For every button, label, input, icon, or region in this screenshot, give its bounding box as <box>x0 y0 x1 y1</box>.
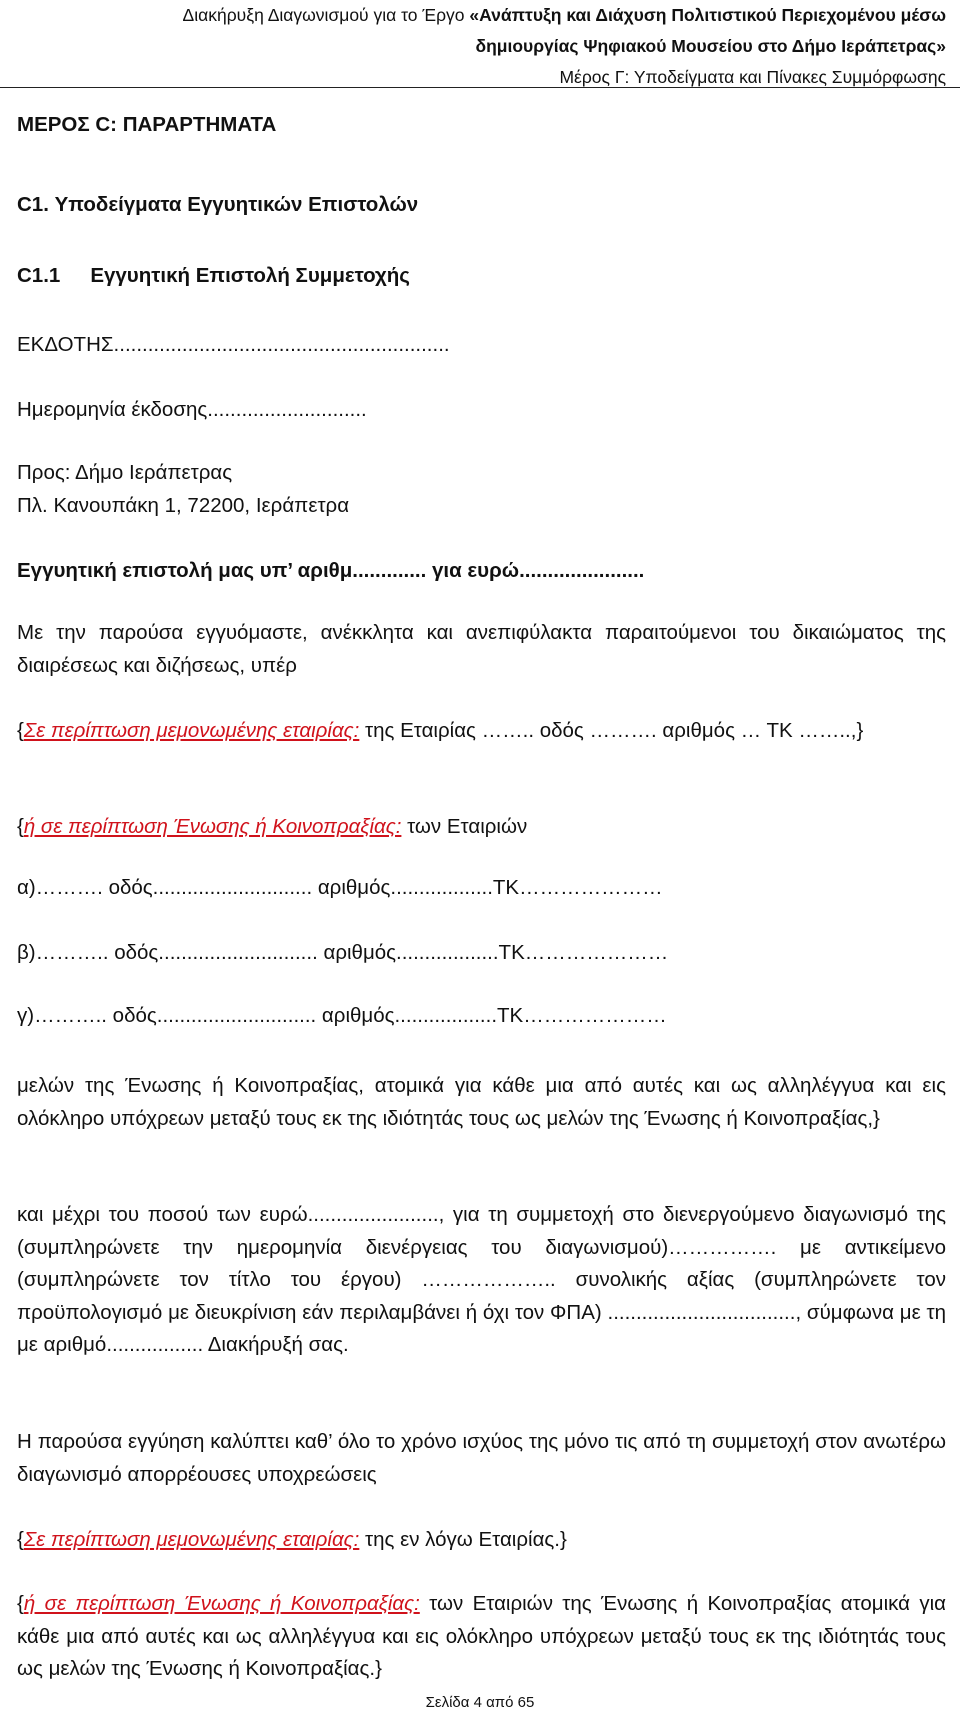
header-line-3: Μέρος Γ: Υποδείγματα και Πίνακες Συμμόρφωσης <box>559 67 946 87</box>
issue-date-line: Ημερομηνία έκδοσης............................ <box>17 398 367 421</box>
single-company-text: της Εταιρίας …….. οδός ………. αριθμός … ΤΚ ……..,} <box>359 719 864 742</box>
issuer-line: ΕΚΔΟΤΗΣ........................................................... <box>17 333 450 356</box>
member-c-line: γ)……….. οδός............................ αριθμός..................ΤΚ………………… <box>17 1004 667 1027</box>
header-line-1 <box>0 0 946 31</box>
subsection-title: Εγγυητική Επιστολή Συμμετοχής <box>90 264 410 287</box>
single2-open-brace: { <box>17 1528 24 1551</box>
union2-text: των Εταιριών της Ένωσης ή Κοινοπραξίας ατομικά για κάθε μια από αυτές και ως αλληλέγγυα και εις ολόκληρο υπόχρεων μεταξύ τους εκ της ιδιότητάς τους ως μελών της Ένωσης ή Κοινοπραξίας.} <box>17 1592 947 1680</box>
union-clause <box>17 811 946 844</box>
union-clause-2 <box>17 1588 946 1686</box>
members-paragraph: μελών της Ένωσης ή Κοινοπραξίας, ατομικά για κάθε μια από αυτές και ως αλληλέγγυα και εις ολόκληρο υπόχρεων μεταξύ τους εκ της ιδιότητάς τους ως μελών της Ένωσης ή Κοινοπραξίας,} <box>17 1074 946 1130</box>
guarantee-reference: Εγγυητική επιστολή μας υπ’ αριθμ............. για ευρώ...................... <box>17 559 645 582</box>
single-open-brace: { <box>17 719 24 742</box>
union-open-brace: { <box>17 815 24 838</box>
header-line-1-bold: «Ανάπτυξη και Διάχυση Πολιτιστικού Περιεχομένου μέσω <box>469 5 946 25</box>
recipient-line-1: Προς: Δήμο Ιεράπετρας <box>17 461 233 484</box>
member-a-line: α)………. οδός............................ αριθμός..................ΤΚ………………… <box>17 876 663 899</box>
union-label: ή σε περίπτωση Ένωσης ή Κοινοπραξίας: <box>23 815 402 838</box>
subsection-heading <box>17 264 410 288</box>
header-line-1-normal: Διακήρυξη Διαγωνισμού για το Έργο <box>182 5 470 25</box>
subsection-number: C1.1 <box>17 264 61 287</box>
page-number-footer: Σελίδα 4 από 65 <box>425 1694 535 1711</box>
recipient-line-2: Πλ. Κανουπάκη 1, 72200, Ιεράπετρα <box>17 494 350 517</box>
member-b-line: β)……….. οδός............................ αριθμός..................ΤΚ………………… <box>17 941 669 964</box>
single2-label: Σε περίπτωση μεμονωμένης εταιρίας: <box>23 1528 360 1551</box>
intro-paragraph: Με την παρούσα εγγυόμαστε, ανέκκλητα και ανεπιφύλακτα παραιτούμενοι του δικαιώματος της διαιρέσεως και διζήσεως, υπέρ <box>17 621 946 677</box>
single-company-clause-2 <box>17 1524 946 1557</box>
amount-paragraph: και μέχρι του ποσού των ευρώ......................., για τη συμμετοχή στο διενεργούμενο διαγωνισμό της (συμπληρώνετε την ημερομηνία διενέργειας του διαγωνισμού)……………. με αντικείμενο (συμπληρώνετε τον τίτλο του έργου) ……………….. συνολικής αξίας (συμπληρώνετε τον προϋπολογισμό με διευκρίνιση εάν περιλαμβάνει ή όχι τον ΦΠΑ) ................................., σύμφωνα με τη με αριθμό................. Διακήρυξή σας. <box>17 1203 946 1356</box>
single-company-label: Σε περίπτωση μεμονωμένης εταιρίας: <box>23 719 360 742</box>
single2-text: της εν λόγω Εταιρίας.} <box>359 1528 567 1551</box>
part-title: ΜΕΡΟΣ C: ΠΑΡΑΡΤΗΜΑΤΑ <box>17 113 277 136</box>
page-header <box>0 0 960 88</box>
union2-open-brace: { <box>17 1592 24 1615</box>
coverage-paragraph: Η παρούσα εγγύηση καλύπτει καθ’ όλο το χρόνο ισχύος της μόνο τις από τη συμμετοχή στον ανωτέρω διαγωνισμό απορρέουσες υποχρεώσεις <box>17 1430 946 1486</box>
union-text: των Εταιριών <box>401 815 528 838</box>
section-title: C1. Υποδείγματα Εγγυητικών Επιστολών <box>17 193 419 216</box>
union2-label: ή σε περίπτωση Ένωσης ή Κοινοπραξίας: <box>23 1592 420 1615</box>
single-company-clause <box>17 715 946 748</box>
header-line-2: δημιουργίας Ψηφιακού Μουσείου στο Δήμο Ιεράπετρας» <box>475 36 946 56</box>
